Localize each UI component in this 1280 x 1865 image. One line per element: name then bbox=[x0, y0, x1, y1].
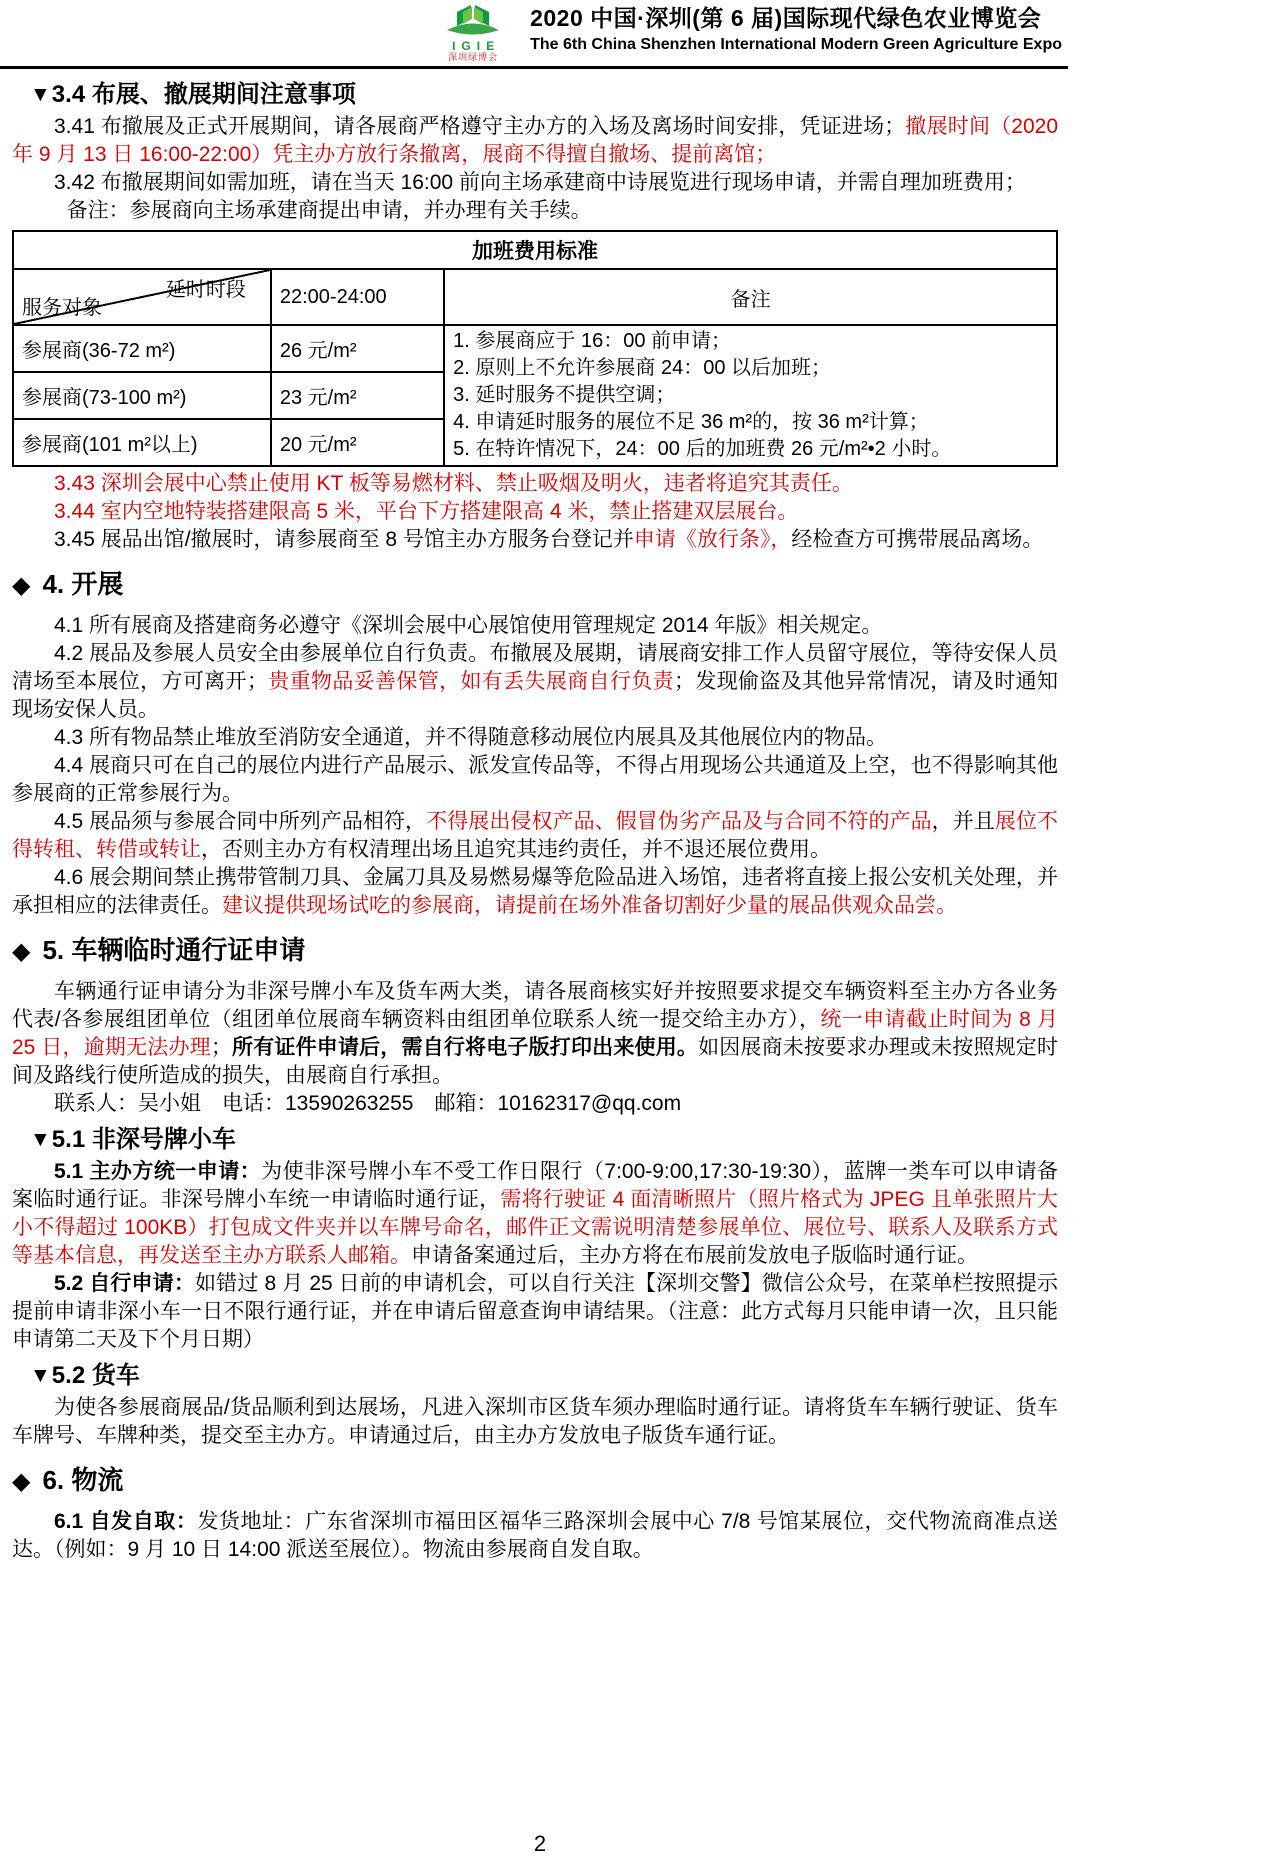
paragraph-table-note: 备注：参展商向主场承建商提出申请，并办理有关手续。 bbox=[66, 199, 592, 222]
page-header bbox=[0, 0, 1068, 69]
exhibitor-size-label: 参展商(73-100 m²) bbox=[13, 372, 271, 419]
text-segment-red: 申请《放行条》， bbox=[633, 528, 792, 551]
text-segment: 车辆通行证申请分为非深号牌小车及货车两大类，请各展商核实好并按照要求提交车辆资料至主办方各业务代表/各参展组团单位（组团单位展商车辆资料由组团单位联系人统一提交给主办方）， bbox=[12, 980, 1058, 1031]
text-segment-bold: 所有证件申请后，需自行将电子版打印出来使用。 bbox=[231, 1036, 699, 1059]
logo-leaves-icon bbox=[441, 3, 505, 39]
paragraph-4-1: 4.1 所有展商及搭建商务必遵守《深圳会展中心展馆使用管理规定 2014 年版》相关规定。 bbox=[54, 614, 883, 637]
section-heading-5-1 bbox=[30, 1124, 1058, 1156]
paragraph-4-6 bbox=[12, 864, 1058, 920]
heading-text: 4. 开展 bbox=[42, 569, 124, 599]
text-segment-red: 需将行驶证 4 面清晰照片（照片格式为 JPEG 且单张照片大小不得超过 100KB）打包成文件夹并以车牌号命名，邮件正文需说明清楚参展单位、展位号、联系人及联系方式等基本信息，再发送至主办方联系人邮箱。 bbox=[12, 1188, 1059, 1267]
diamond-icon: ◆ bbox=[12, 1468, 31, 1495]
text-segment-red: 建议提供现场试吃的参展商，请提前在场外准备切割好少量的展品供观众品尝。 bbox=[222, 894, 957, 917]
expo-title-english: The 6th China Shenzhen International Modern Green Agriculture Expo bbox=[530, 36, 1062, 53]
text-segment-red: 不得展出侵权产品、假冒伪劣产品及与合同不符的产品 bbox=[426, 810, 932, 833]
diamond-icon: ◆ bbox=[12, 938, 31, 965]
text-segment: 4.2 展品及参展人员安全由参展单位自行负责。布撤展及展期，请展商安排工作人员留守展位，等待安保人员清场至本展位，方可离开； bbox=[12, 642, 1058, 693]
page-number: 2 bbox=[533, 1831, 547, 1856]
text-segment: 申请备案通过后，主办方将在布展前发放电子版临时通行证。 bbox=[411, 1244, 978, 1267]
remark-item: 2. 原则上不允许参展商 24：00 以后加班； bbox=[453, 357, 831, 379]
text-segment: ，否则主办方有权清理出场且追究其违约责任，并不退还展位费用。 bbox=[201, 838, 831, 861]
paragraph-4-3: 4.3 所有物品禁止堆放至消防安全通道，并不得随意移动展位内展具及其他展位内的物品。 bbox=[54, 726, 888, 749]
remark-item: 5. 在特许情况下，24：00 后的加班费 26 元/m²•2 小时。 bbox=[453, 438, 952, 460]
table-row bbox=[13, 325, 1057, 372]
paragraph-truck: 为使各参展商展品/货品顺利到达展场，凡进入深圳市区货车须办理临时通行证。请将货车车辆行驶证、货车车牌号、车牌种类，提交至主办方。申请通过后，由主办方发放电子版货车通行证。 bbox=[12, 1396, 1058, 1447]
contact-line: 联系人：吴小姐 电话：13590263255 邮箱：10162317@qq.com bbox=[54, 1092, 682, 1115]
price-cell: 23 元/m² bbox=[271, 372, 444, 419]
remark-item: 4. 申请延时服务的展位不足 36 m²的，按 36 m²计算； bbox=[453, 411, 929, 433]
expo-titles bbox=[530, 3, 1062, 56]
section-heading-3-4 bbox=[30, 79, 1058, 111]
paragraph-3-41 bbox=[12, 113, 1058, 169]
table-title-row bbox=[13, 231, 1057, 269]
remark-item: 3. 延时服务不提供空调； bbox=[453, 384, 676, 406]
heading-text: 5.2 货车 bbox=[51, 1362, 140, 1389]
text-segment-bold: 6.1 自发自取： bbox=[54, 1510, 198, 1533]
text-segment: 4.5 展品须与参展合同中所列产品相符， bbox=[54, 810, 427, 833]
diamond-icon: ◆ bbox=[12, 572, 31, 599]
paragraph-3-43: 3.43 深圳会展中心禁止使用 KT 板等易燃材料、禁止吸烟及明火，违者将追究其责任。 bbox=[54, 472, 853, 495]
overtime-fee-table bbox=[12, 230, 1058, 467]
time-slot-header: 22:00-24:00 bbox=[271, 269, 444, 325]
document-body bbox=[0, 69, 1068, 1564]
table-title: 加班费用标准 bbox=[13, 231, 1057, 269]
text-segment: ；发现偷盗及其他异常情况，请及时通知现场安保人员。 bbox=[12, 670, 1059, 721]
exhibitor-size-label: 参展商(101 m²以上) bbox=[13, 419, 271, 466]
paragraph-5-intro bbox=[12, 978, 1058, 1090]
triangle-down-icon: ▼ bbox=[30, 1364, 51, 1387]
text-segment-red: 撤展时间（2020 年 9 月 13 日 16:00-22:00）凭主办方放行条撤离，展商不得擅自撤场、提前离馆； bbox=[12, 115, 1058, 166]
diagonal-header-cell bbox=[13, 269, 271, 325]
logo-acronym: IGIE bbox=[452, 39, 501, 53]
text-segment: 如因展商未按要求办理或未按照规定时间及路线行使所造成的损失，由展商自行承担。 bbox=[12, 1036, 1058, 1087]
section-heading-5-2 bbox=[30, 1360, 1058, 1392]
text-segment-bold: 5.1 主办方统一申请： bbox=[54, 1160, 262, 1183]
paragraph-3-44: 3.44 室内空地特装搭建限高 5 米，平台下方搭建限高 4 米，禁止搭建双层展台。 bbox=[54, 500, 799, 523]
text-segment: 4.6 展会期间禁止携带管制刀具、金属刀具及易燃易爆等危险品进入场馆，违者将直接上报公安机关处理，并承担相应的法律责任。 bbox=[12, 866, 1058, 917]
price-cell: 20 元/m² bbox=[271, 419, 444, 466]
section-heading-6 bbox=[12, 1462, 1058, 1500]
price-cell: 26 元/m² bbox=[271, 325, 444, 372]
paragraph-4-5 bbox=[12, 808, 1058, 864]
remark-header: 备注 bbox=[444, 269, 1057, 325]
exhibitor-size-label: 参展商(36-72 m²) bbox=[13, 325, 271, 372]
text-segment: 3.41 布撤展及正式开展期间，请各展商严格遵守主办方的入场及离场时间安排，凭证进场； bbox=[54, 115, 906, 138]
remarks-cell bbox=[444, 325, 1057, 466]
text-segment-red: 贵重物品妥善保管，如有丢失展商自行负责 bbox=[267, 670, 674, 693]
paragraph-4-2 bbox=[12, 640, 1058, 724]
heading-text: 3.4 布展、撤展期间注意事项 bbox=[51, 81, 356, 108]
logo-subtitle: 深圳绿博会 bbox=[448, 52, 499, 62]
section-heading-4 bbox=[12, 566, 1058, 604]
text-segment: 经检查方可携带展品离场。 bbox=[791, 528, 1044, 551]
paragraph-5-1 bbox=[12, 1158, 1058, 1270]
expo-title-chinese: 2020 中国·深圳(第 6 届)国际现代绿色农业博览会 bbox=[530, 5, 1042, 31]
text-segment-red: 统一申请截止时间为 8 月 25 日，逾期无法办理 bbox=[12, 1008, 1058, 1059]
paragraph-4-4: 4.4 展商只可在自己的展位内进行产品展示、派发宣传品等，不得占用现场公共通道及上空，也不得影响其他参展商的正常参展行为。 bbox=[12, 754, 1058, 805]
text-segment: 3.45 展品出馆/撤展时，请参展商至 8 号馆主办方服务台登记并 bbox=[54, 528, 634, 551]
heading-text: 6. 物流 bbox=[42, 1465, 124, 1495]
text-segment: ，并且 bbox=[931, 810, 995, 833]
paragraph-5-2-self bbox=[12, 1270, 1058, 1354]
triangle-down-icon: ▼ bbox=[30, 83, 51, 106]
text-segment: 为使非深号牌小车不受工作日限行（7:00-9:00,17:30-19:30），蓝牌一类车可以申请备案临时通行证。非深号牌小车统一申请临时通行证， bbox=[12, 1160, 1059, 1211]
paragraph-3-45 bbox=[12, 526, 1058, 554]
text-segment-red: 展位不得转租、转借或转让 bbox=[12, 810, 1059, 861]
paragraph-6-1 bbox=[12, 1508, 1058, 1564]
text-segment-bold: 5.2 自行申请： bbox=[54, 1272, 195, 1295]
text-segment: 发货地址：广东省深圳市福田区福华三路深圳会展中心 7/8 号馆某展位，交代物流商准点送达。（例如：9 月 10 日 14:00 派送至展位）。物流由参展商自发自取。 bbox=[12, 1510, 1058, 1561]
heading-text: 5.1 非深号牌小车 bbox=[51, 1126, 236, 1153]
remark-item: 1. 参展商应于 16：00 前申请； bbox=[453, 330, 731, 352]
table-header-row bbox=[13, 269, 1057, 325]
text-segment: 如错过 8 月 25 日前的申请机会，可以自行关注【深圳交警】微信公众号，在菜单栏按照提示提前申请非深小车一日不限行通行证，并在申请后留意查询申请结果。（注意：此方式每月只能申请一次，且只能申请第二天及下个月日期） bbox=[12, 1272, 1058, 1351]
heading-text: 5. 车辆临时通行证申请 bbox=[42, 935, 306, 965]
triangle-down-icon: ▼ bbox=[30, 1128, 51, 1151]
section-heading-5 bbox=[12, 932, 1058, 970]
paragraph-3-42: 3.42 布撤展期间如需加班，请在当天 16:00 前向主场承建商中诗展览进行现场申请，并需自理加班费用； bbox=[54, 171, 1026, 194]
diagonal-bottom-label: 服务对象 bbox=[22, 297, 102, 319]
text-segment: ； bbox=[210, 1036, 232, 1059]
expo-logo bbox=[434, 3, 512, 62]
diagonal-top-label: 延时时段 bbox=[165, 279, 246, 301]
